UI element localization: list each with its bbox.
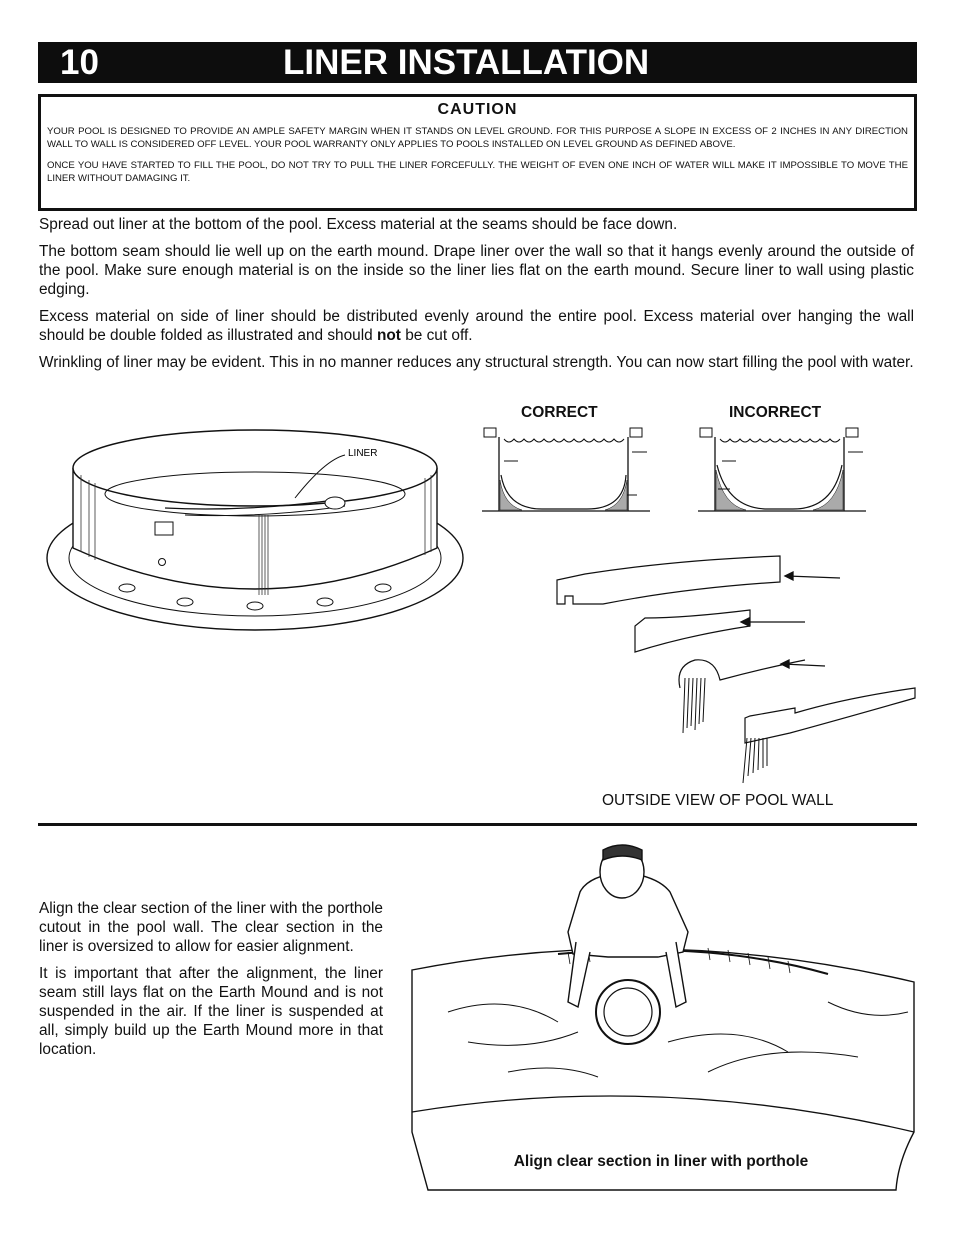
porthole-figure-caption: Align clear section in liner with porthole <box>484 1150 838 1175</box>
correct-label: CORRECT <box>521 404 598 421</box>
porthole-alignment-illustration <box>408 842 920 1192</box>
section-number: 10 <box>60 43 99 82</box>
instruction-paragraph-2: The bottom seam should lie well up on the earth mound. Drape liner over the wall so that it hangs evenly around the outside of the pool. Make sure enough material is on the inside so the liner lies flat on the earth mound. Secure liner to wall using plastic edging. <box>39 243 914 298</box>
outside-view-caption: OUTSIDE VIEW OF POOL WALL <box>602 792 834 809</box>
alignment-paragraph-2: It is important that after the alignment, the liner seam still lays flat on the Earth Mound and is not suspended in the air. If the liner is suspended at all, simply build up the Earth Mound more in that location. <box>39 965 383 1058</box>
caution-paragraph-2: ONCE YOU HAVE STARTED TO FILL THE POOL, DO NOT TRY TO PULL THE LINER FORCEFULLY. THE WEIGHT OF EVEN ONE INCH OF WATER WILL MAKE IT IMPOSSIBLE TO MOVE THE LINER WITHOUT DAMAGING IT. <box>47 160 908 184</box>
caution-heading: CAUTION <box>437 101 518 118</box>
incorrect-diagram <box>698 425 868 515</box>
emphasis-not: not <box>377 327 401 344</box>
caution-paragraph-1: YOUR POOL IS DESIGNED TO PROVIDE AN AMPLE SAFETY MARGIN WHEN IT STANDS ON LEVEL GROUND. FOR THIS PURPOSE A SLOPE IN EXCESS OF 2 INCHES IN ANY DIRECTION WALL TO WALL IS CONSIDERED OFF LEVEL. YOUR POOL WARRANTY ONLY APPLIES TO POOLS INSTALLED ON LEVEL GROUND AS DEFINED ABOVE. <box>47 126 908 150</box>
section-header <box>38 42 917 83</box>
instructions <box>39 215 914 380</box>
section-divider <box>38 823 917 826</box>
alignment-paragraph-1: Align the clear section of the liner with the porthole cutout in the pool wall. The clear section in the liner is oversized to allow for easier alignment. <box>39 900 383 955</box>
pool-illustration <box>45 420 465 635</box>
correct-diagram <box>482 425 652 515</box>
instruction-paragraph-4: Wrinkling of liner may be evident. This in no manner reduces any structural strength. You can now start filling the pool with water. <box>39 354 914 371</box>
alignment-instructions <box>39 899 383 1067</box>
section-title: LINER INSTALLATION <box>283 43 650 82</box>
instruction-paragraph-1: Spread out liner at the bottom of the pool. Excess material at the seams should be face down. <box>39 216 678 233</box>
caution-box <box>38 94 917 211</box>
incorrect-label: INCORRECT <box>729 404 822 421</box>
instruction-paragraph-3: Excess material on side of liner should be distributed evenly around the entire pool. Excess material over hanging the wall should be double folded as illustrated and should not be cut off. <box>39 308 914 344</box>
liner-label: LINER <box>348 448 378 459</box>
edging-sequence-illustration <box>555 548 920 788</box>
